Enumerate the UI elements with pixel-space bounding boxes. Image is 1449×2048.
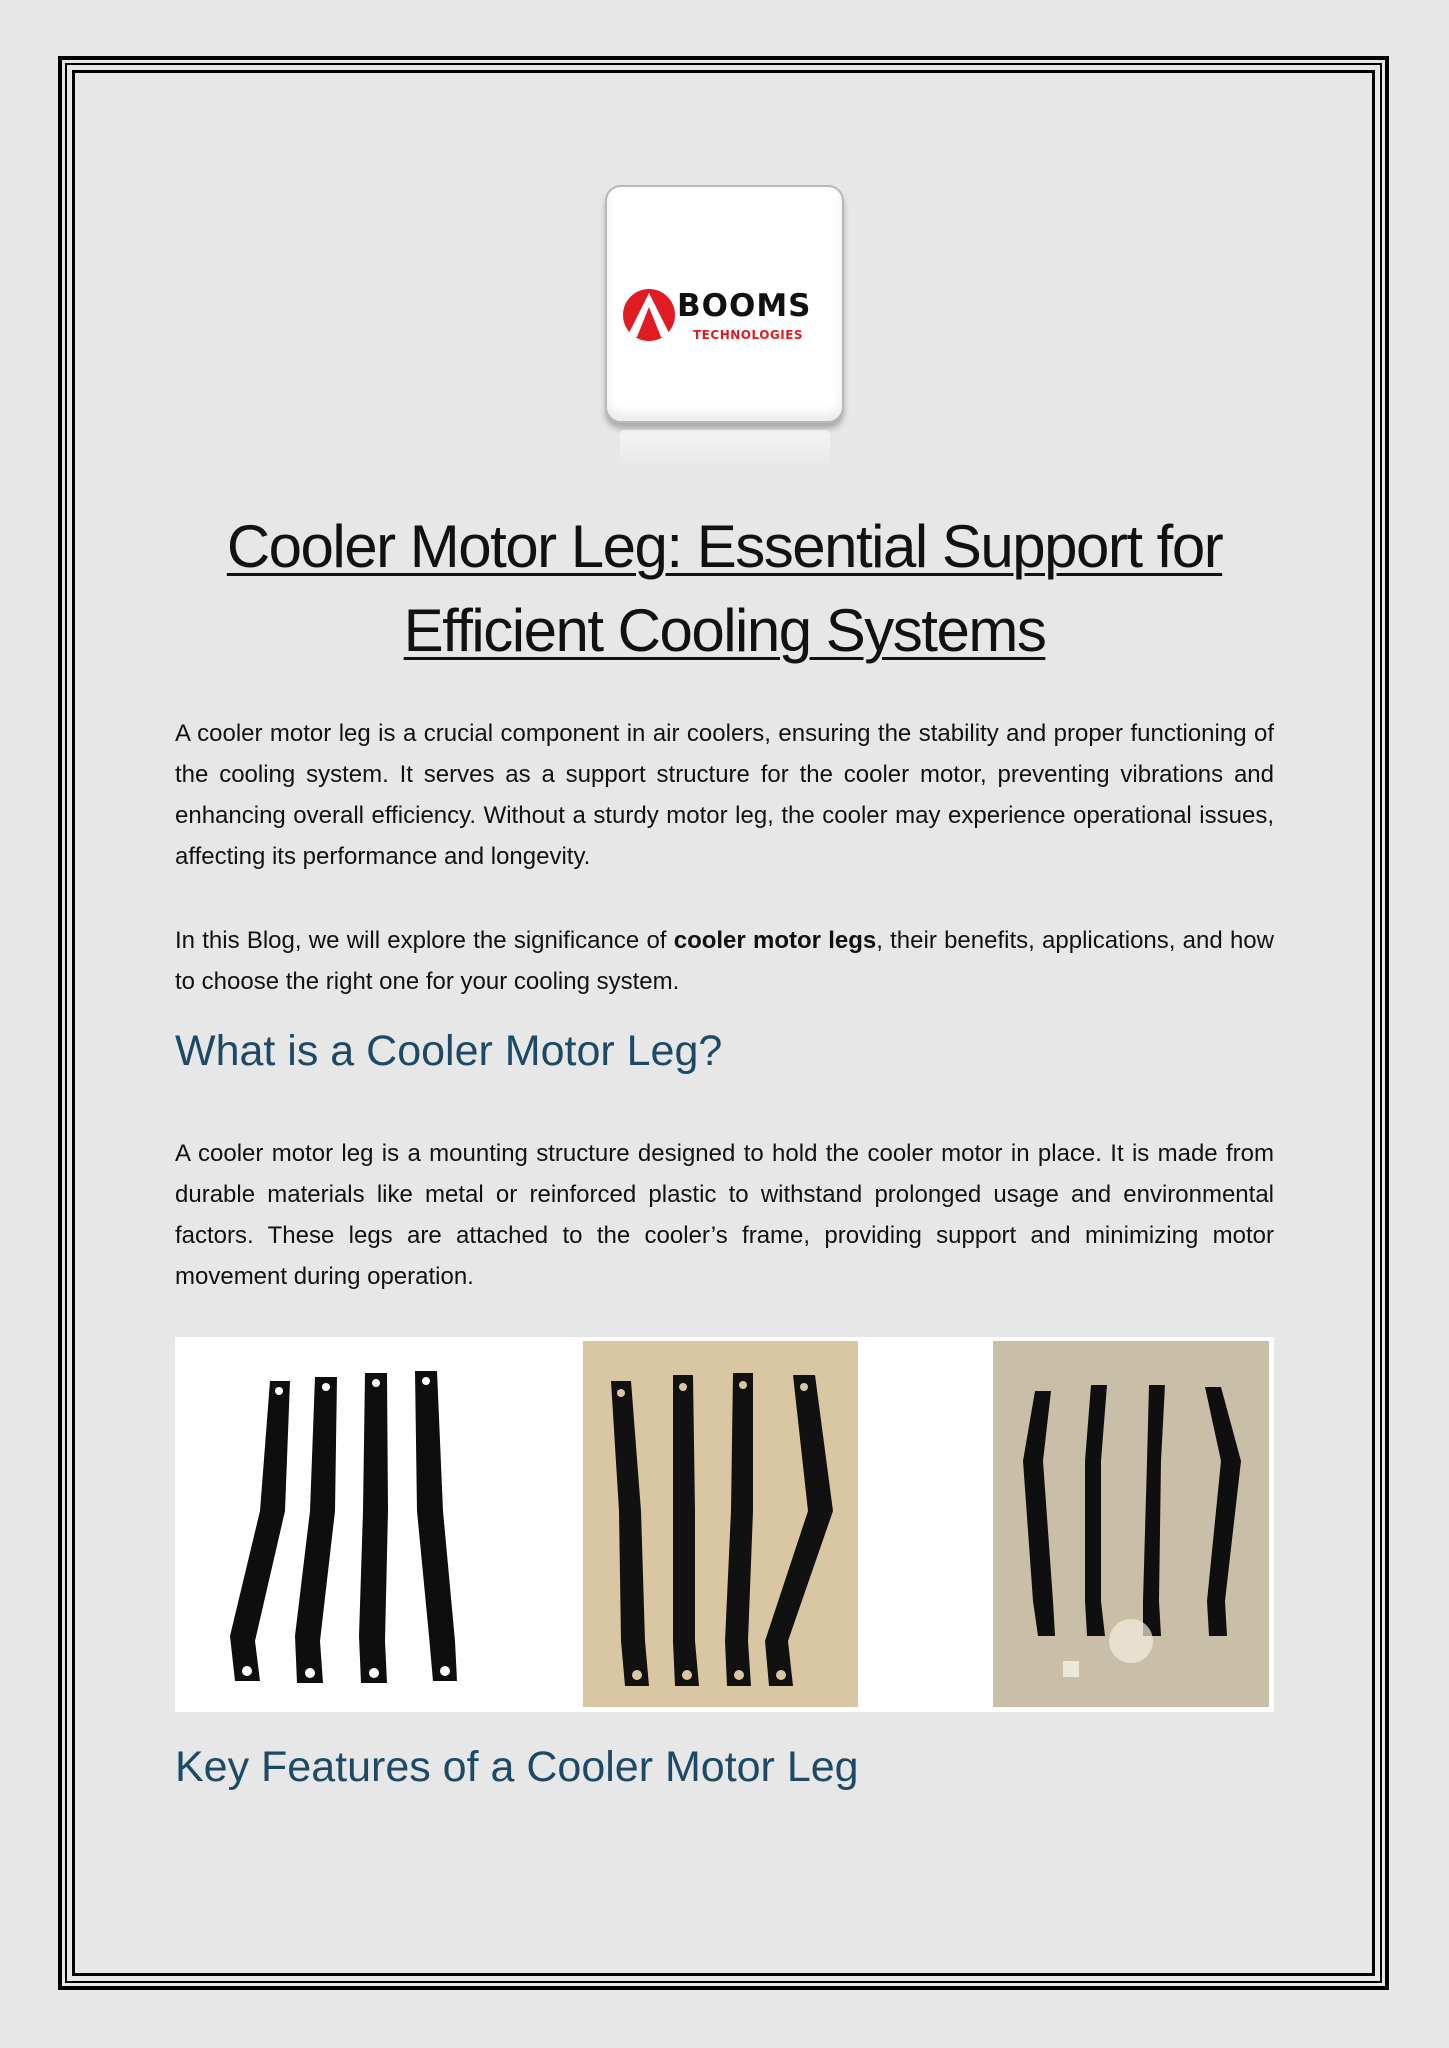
blog-intro-text-end: , their benefits, applications, and how to choose the right one for your cooling system.	[175, 927, 1274, 995]
motor-legs-image	[993, 1341, 1269, 1707]
red-circle-triangle-icon	[621, 287, 681, 343]
motor-legs-image	[583, 1341, 858, 1707]
logo-brand-name: BOOMS	[677, 288, 812, 324]
section-heading-key-features: Key Features of a Cooler Motor Leg	[175, 1743, 859, 1791]
intro-paragraph: A cooler motor leg is a crucial component in air coolers, ensuring the stability and proper functioning of the cooling system. It serves as a support structure for the cooler motor, preventing vibrations and enhancing overall efficiency. Without a sturdy motor leg, the cooler may experience operational issues, affecting its performance and longevity.	[175, 720, 1274, 870]
blog-intro-paragraph	[175, 920, 1274, 1002]
logo-reflection	[620, 430, 830, 470]
section-body-what-is: A cooler motor leg is a mounting structure designed to hold the cooler motor in place. It is made from durable materials like metal or reinforced plastic to withstand prolonged usage and environmental factors. These legs are attached to the cooler’s frame, providing support and minimizing motor movement during operation.	[175, 1140, 1274, 1290]
product-photo-tan-background	[993, 1341, 1269, 1707]
motor-legs-image	[175, 1341, 575, 1707]
product-photo-white-background	[175, 1341, 575, 1707]
logo-tagline: TECHNOLOGIES	[693, 328, 804, 342]
company-logo	[605, 185, 844, 423]
product-photo-beige-background	[583, 1341, 858, 1707]
product-photo-strip	[175, 1337, 1274, 1712]
blog-intro-text-start: In this Blog, we will explore the significance of	[175, 927, 674, 954]
blog-intro-keyword: cooler motor legs	[673, 927, 877, 954]
section-heading-what-is: What is a Cooler Motor Leg?	[175, 1027, 723, 1075]
page-title: Cooler Motor Leg: Essential Support for Efficient Cooling Systems	[226, 513, 1223, 664]
